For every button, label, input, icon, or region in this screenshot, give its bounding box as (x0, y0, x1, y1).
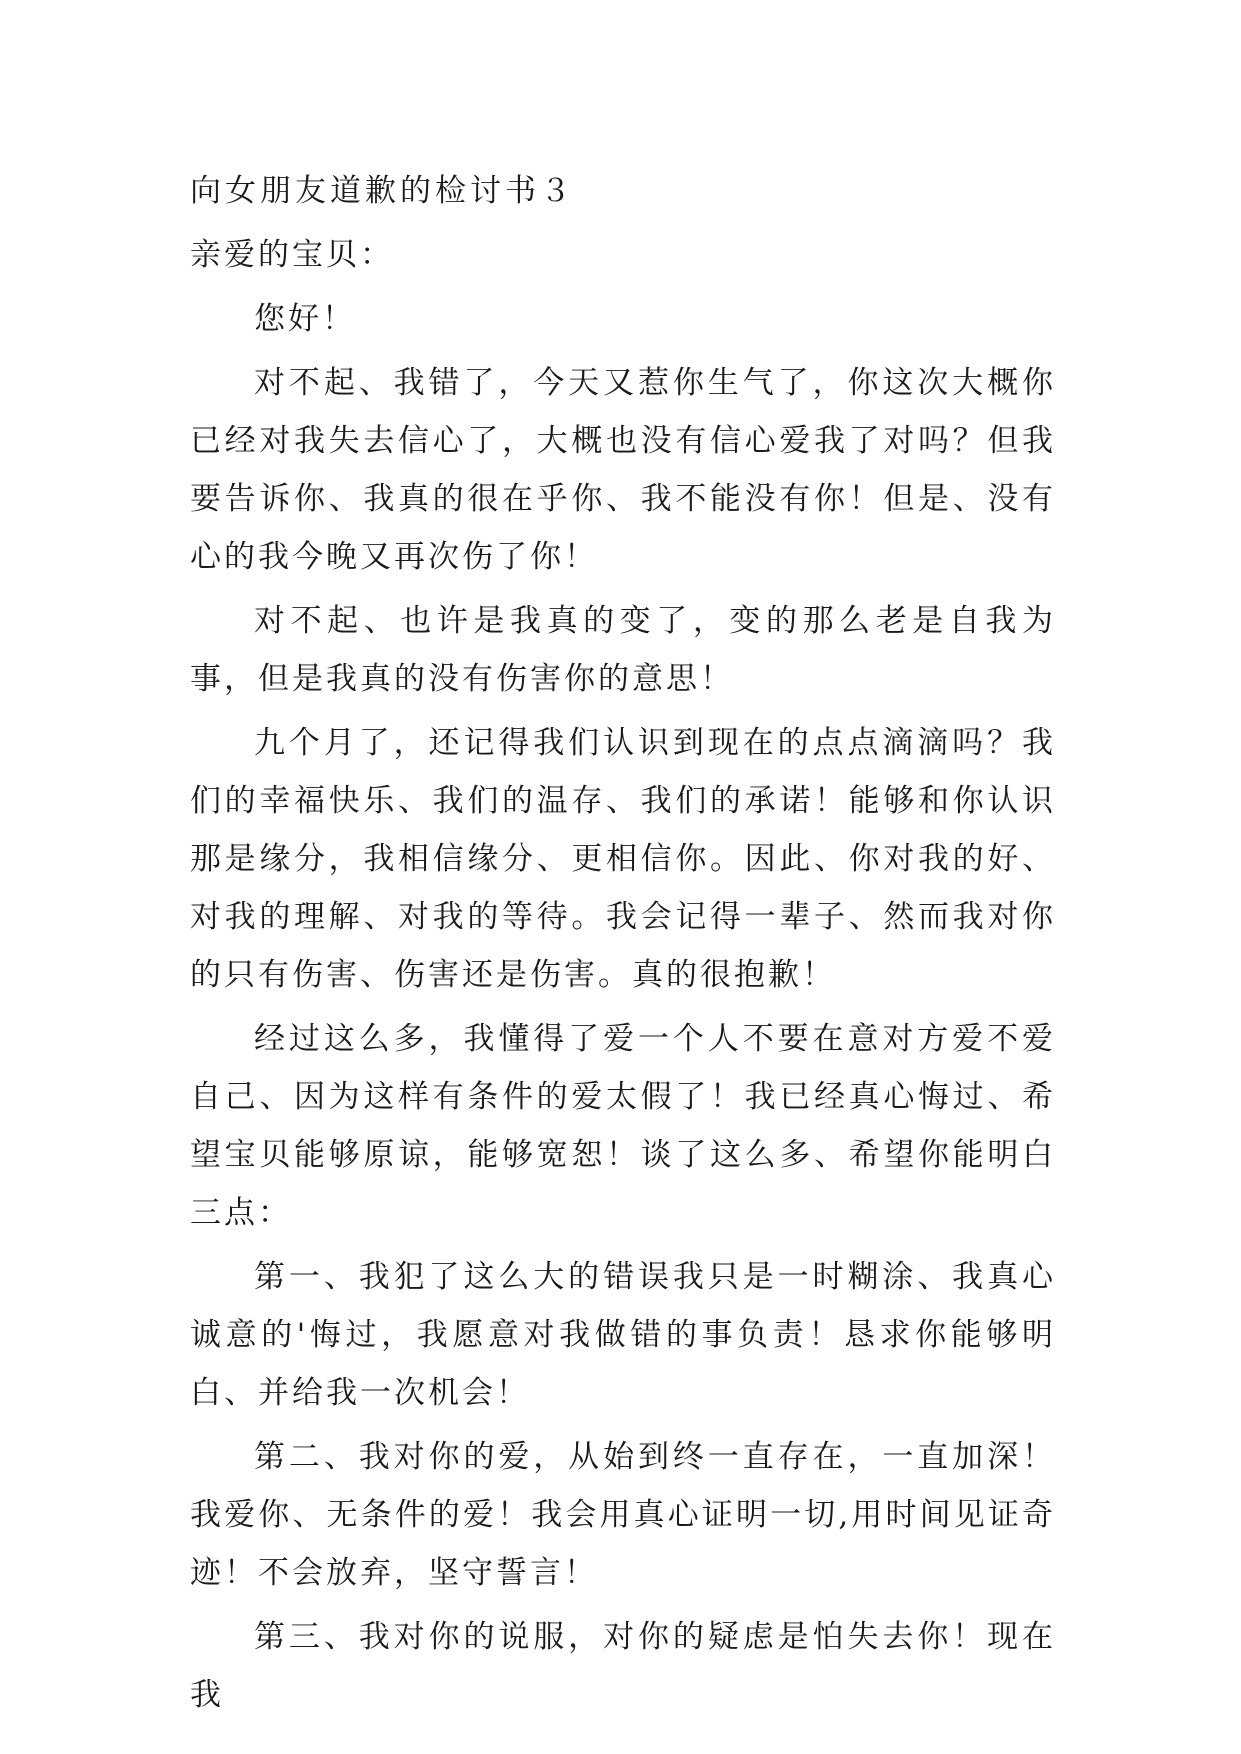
salutation: 亲爱的宝贝： (190, 237, 394, 273)
paragraph: 九个月了，还记得我们认识到现在的点点滴滴吗？我们的幸福快乐、我们的温存、我们的承诺！能够和你认识那是缘分，我相信缘分、更相信你。因此、你对我的好、对我的理解、对我的等待。我会记得一辈子、然而我对你的只有伤害、伤害还是伤害。真的很抱歉！ (190, 725, 1056, 993)
paragraph: 对不起、也许是我真的变了，变的那么老是自我为事，但是我真的没有伤害你的意思！ (190, 603, 1056, 697)
paragraph: 第二、我对你的爱，从始到终一直存在，一直加深！我爱你、无条件的爱！我会用真心证明一切,用时间见证奇迹！不会放弃，坚守誓言！ (190, 1439, 1056, 1591)
greeting: 您好！ (254, 301, 356, 337)
paragraph: 对不起、我错了，今天又惹你生气了，你这次大概你已经对我失去信心了，大概也没有信心爱我了对吗？但我要告诉你、我真的很在乎你、我不能没有你！但是、没有心的我今晚又再次伤了你！ (190, 365, 1056, 575)
paragraph: 第一、我犯了这么大的错误我只是一时糊涂、我真心诚意的'悔过，我愿意对我做错的事负责！恳求你能够明白、并给我一次机会！ (190, 1259, 1056, 1411)
document-body (190, 162, 1056, 1730)
document-title: 向女朋友道歉的检讨书３ (190, 173, 575, 209)
paragraph: 第三、我对你的说服，对你的疑虑是怕失去你！现在我 (190, 1619, 1056, 1713)
paragraph: 经过这么多，我懂得了爱一个人不要在意对方爱不爱自己、因为这样有条件的爱太假了！我已经真心悔过、希望宝贝能够原谅，能够宽恕！谈了这么多、希望你能明白三点： (190, 1021, 1056, 1231)
